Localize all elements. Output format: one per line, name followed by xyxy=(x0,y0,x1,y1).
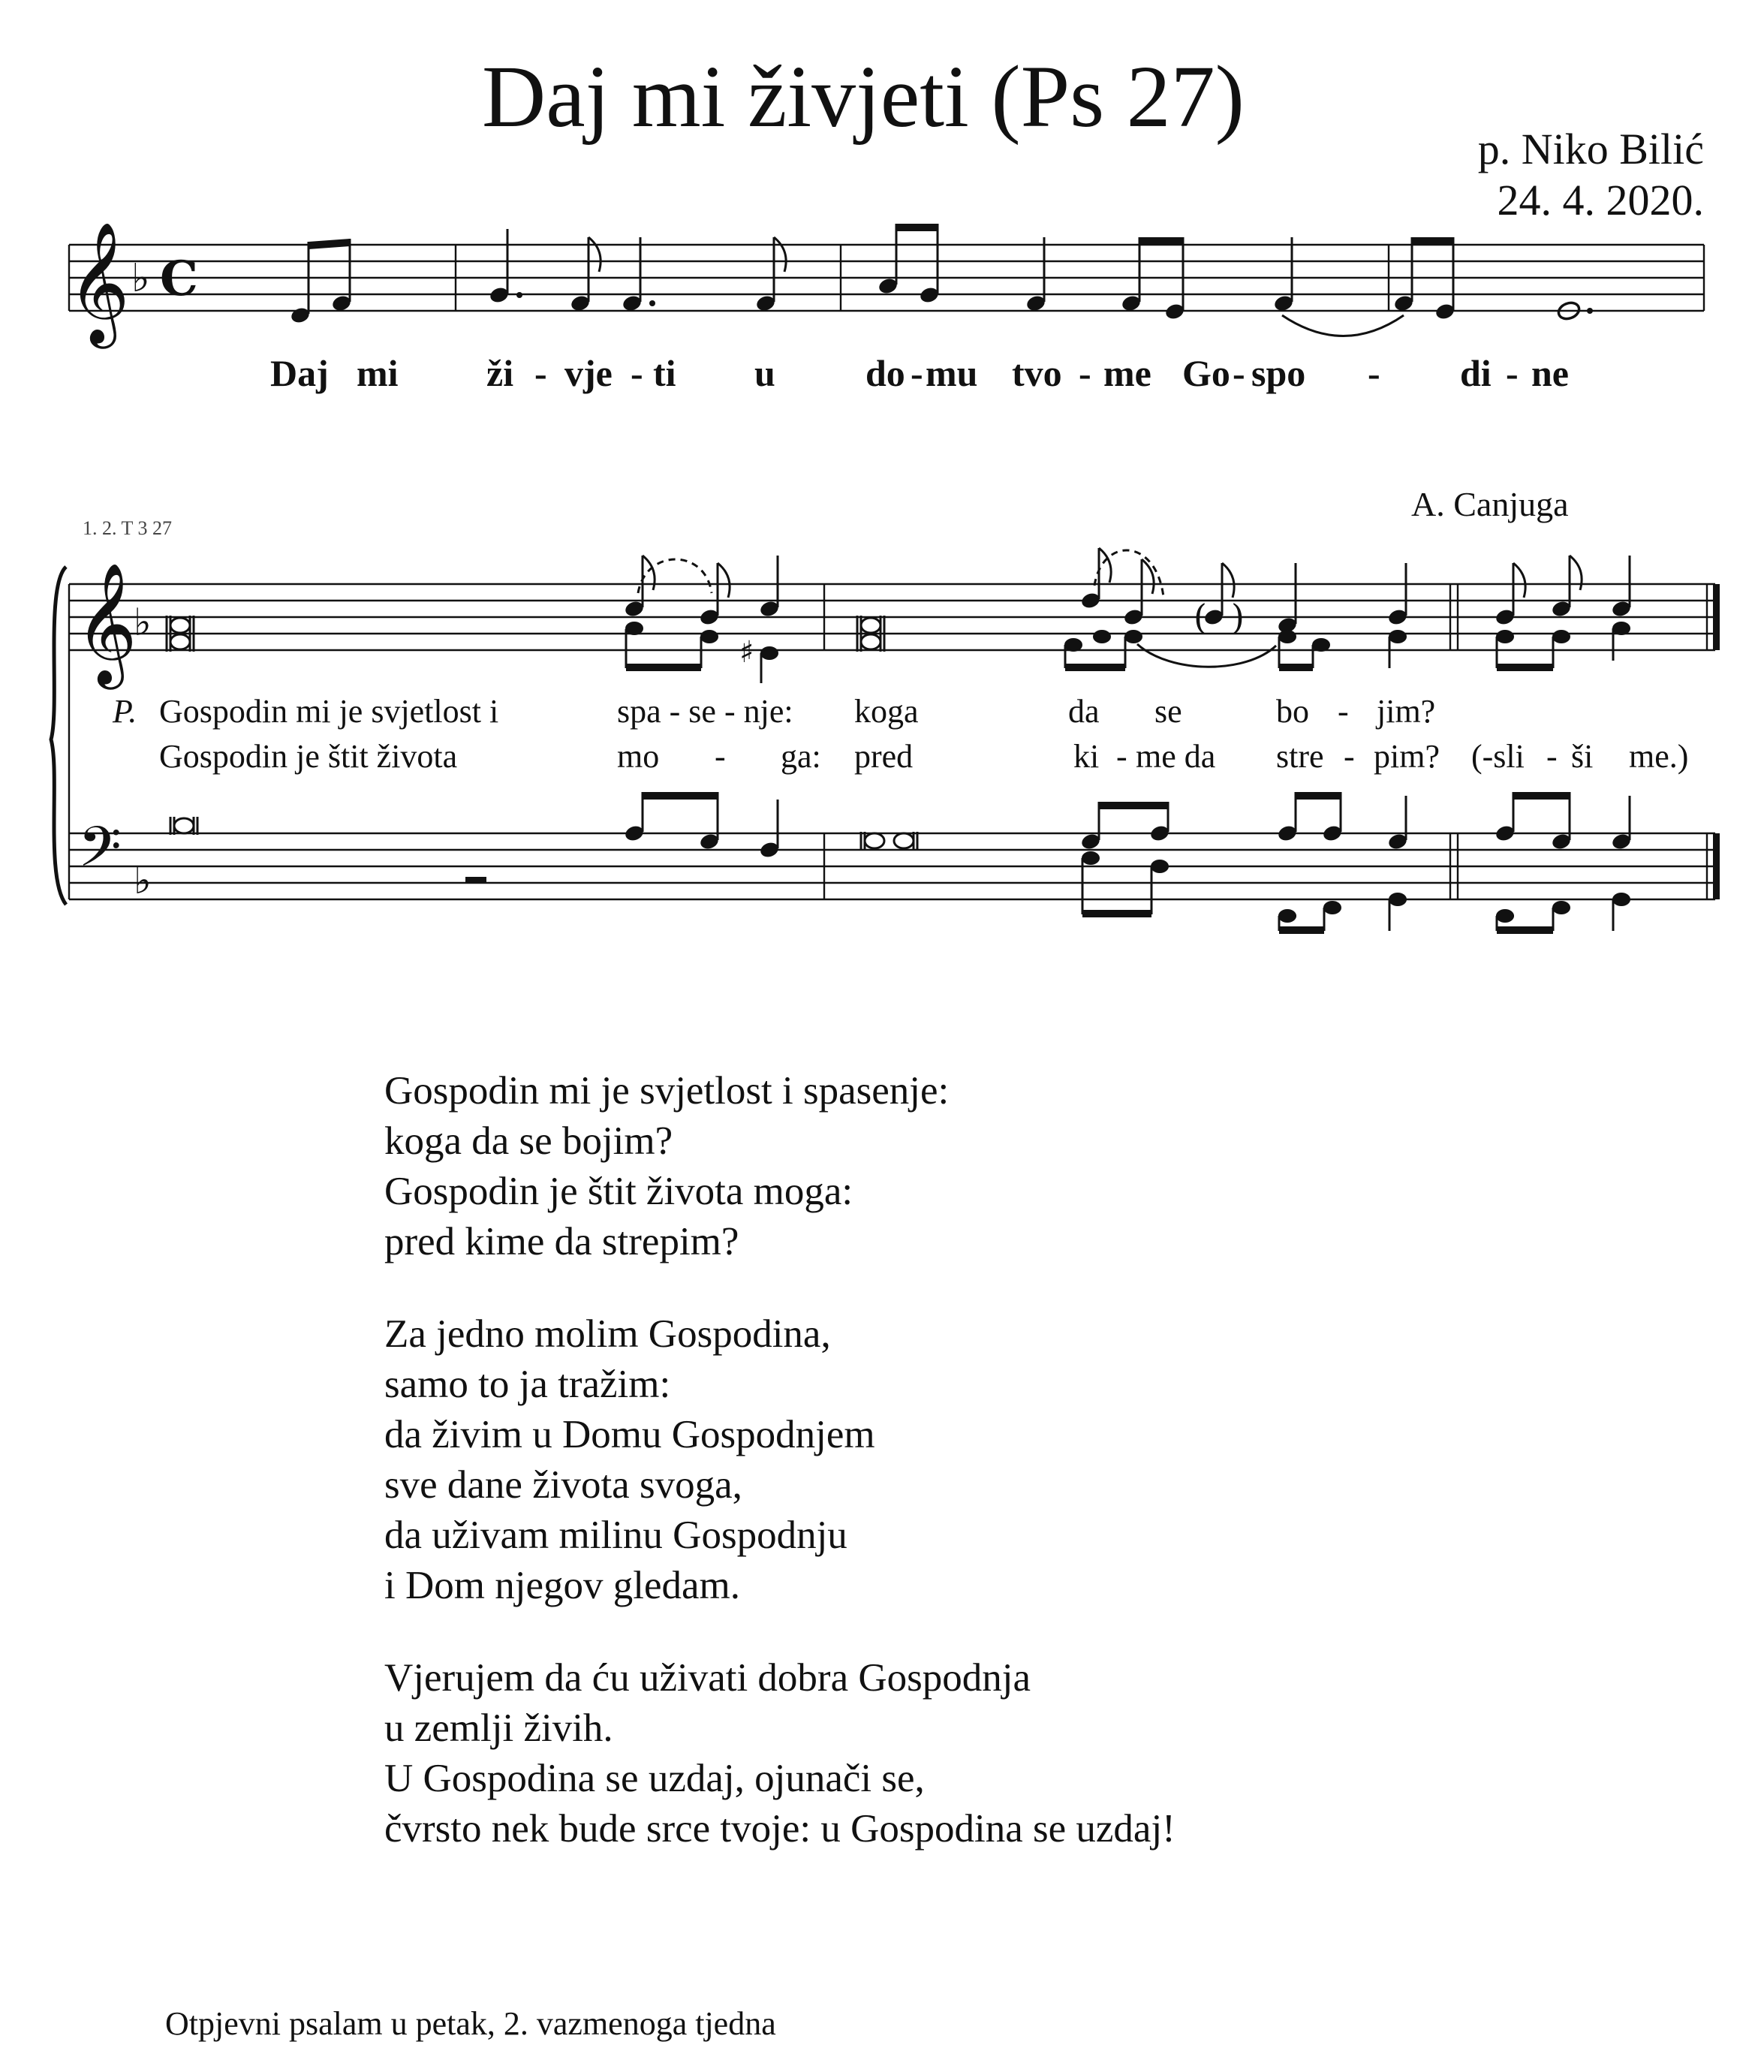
svg-text:mo: mo xyxy=(617,738,660,775)
stanza-line: Za jedno molim Gospodina, xyxy=(384,1312,831,1356)
psalm-bass-notes xyxy=(624,792,1633,934)
music-score xyxy=(0,0,1764,961)
svg-text:♯: ♯ xyxy=(739,635,754,670)
svg-text:-: - xyxy=(715,738,726,775)
svg-text:-: - xyxy=(1079,352,1091,394)
svg-text:jim?: jim? xyxy=(1377,693,1436,730)
svg-text:ki: ki xyxy=(1073,738,1100,775)
stanza-line: samo to ja tražim: xyxy=(384,1363,671,1406)
stanza-1 xyxy=(384,1066,1175,1267)
svg-text:me: me xyxy=(1103,352,1151,394)
svg-text:di: di xyxy=(1460,352,1492,394)
stanza-line: sve dane života svoga, xyxy=(384,1463,742,1507)
svg-text:stre: stre xyxy=(1276,738,1324,775)
svg-text:ne: ne xyxy=(1531,352,1569,394)
svg-text:-: - xyxy=(1344,738,1355,775)
breve-rest-icon xyxy=(465,877,486,883)
svg-text:mu: mu xyxy=(926,352,978,394)
svg-text:ži: ži xyxy=(486,352,514,394)
flat-icon: ♭ xyxy=(131,256,150,301)
svg-text:se: se xyxy=(1154,693,1182,730)
svg-text:mi: mi xyxy=(357,352,399,394)
psalm-bass-staff xyxy=(69,833,1715,899)
arranger-name: A. Canjuga xyxy=(1411,485,1569,523)
stanza-line: koga da se bojim? xyxy=(384,1119,673,1163)
svg-text:(: ( xyxy=(1194,597,1207,637)
psalm-stanzas xyxy=(384,1066,1175,1896)
psalm-treble-staff xyxy=(69,584,1715,650)
psalm-treble-notes xyxy=(624,548,1633,683)
cropped-header-text: 1. 2. T 3 27 xyxy=(83,517,172,539)
svg-text:-: - xyxy=(1506,352,1519,394)
stanza-line: Vjerujem da ću uživati dobra Gospodnja xyxy=(384,1656,1031,1700)
svg-text:ši: ši xyxy=(1571,738,1594,775)
svg-text:me.): me.) xyxy=(1629,738,1689,775)
stanza-line: i Dom njegov gledam. xyxy=(384,1564,740,1607)
stanza-line: Gospodin je štit života moga: xyxy=(384,1170,853,1213)
composer-name: p. Niko Bilić xyxy=(1477,125,1704,173)
svg-text:): ) xyxy=(1231,597,1245,637)
refrain-notes xyxy=(290,224,1593,336)
svg-text:-: - xyxy=(1116,738,1127,775)
svg-text:do: do xyxy=(865,352,905,394)
flat-icon: ♭ xyxy=(134,601,152,644)
svg-text:-: - xyxy=(631,352,643,394)
stanza-line: pred kime da strepim? xyxy=(384,1220,739,1263)
treble-clef-icon: 𝄞 xyxy=(68,221,130,344)
svg-text:Daj: Daj xyxy=(270,352,329,394)
svg-text:-: - xyxy=(1368,352,1380,394)
refrain-lyrics xyxy=(270,352,1569,394)
common-time-icon: C xyxy=(160,251,198,307)
svg-text:vje: vje xyxy=(564,352,613,394)
stanza-line: Gospodin mi je svjetlost i spasenje: xyxy=(384,1069,950,1113)
stanza-line: da živim u Domu Gospodnjem xyxy=(384,1413,875,1456)
page-title: Daj mi živjeti (Ps 27) xyxy=(482,47,1245,146)
svg-text:koga: koga xyxy=(854,693,919,730)
refrain-staff xyxy=(69,245,1704,311)
svg-text:(-sli: (-sli xyxy=(1471,738,1525,775)
footer-note: Otpjevni psalam u petak, 2. vazmenoga tjedna xyxy=(165,2005,776,2042)
svg-text:pim?: pim? xyxy=(1374,738,1440,775)
stanza-3 xyxy=(384,1653,1175,1854)
flat-icon: ♭ xyxy=(134,859,152,902)
svg-text:P.: P. xyxy=(113,693,137,730)
svg-text:pred: pred xyxy=(854,738,914,775)
svg-text:Gospodin mi je svjetlost i: Gospodin mi je svjetlost i xyxy=(159,693,499,730)
svg-text:spo: spo xyxy=(1251,352,1306,394)
svg-text:-: - xyxy=(911,352,923,394)
stanza-line: da uživam milinu Gospodnju xyxy=(384,1513,847,1557)
svg-text:bo: bo xyxy=(1276,693,1309,730)
svg-text:tvo: tvo xyxy=(1012,352,1062,394)
svg-text:-: - xyxy=(1546,738,1558,775)
svg-text:u: u xyxy=(754,352,775,394)
stanza-line: U Gospodina se uzdaj, ojunači se, xyxy=(384,1757,925,1800)
svg-text:-: - xyxy=(1233,352,1245,394)
svg-text:ti: ti xyxy=(653,352,676,394)
system-brace xyxy=(51,567,66,905)
stanza-2 xyxy=(384,1309,1175,1611)
psalm-verse-text xyxy=(112,693,1688,775)
stanza-line: u zemlji živih. xyxy=(384,1706,613,1750)
svg-text:-: - xyxy=(1338,693,1349,730)
svg-text:Gospodin je štit života: Gospodin je štit života xyxy=(159,738,458,775)
svg-text:Go: Go xyxy=(1182,352,1230,394)
svg-text:me da: me da xyxy=(1136,738,1216,775)
svg-text:spa - se - nje:: spa - se - nje: xyxy=(617,693,793,730)
svg-text:da: da xyxy=(1068,693,1100,730)
composition-date: 24. 4. 2020. xyxy=(1497,176,1704,225)
bass-clef-icon: 𝄢 xyxy=(78,815,122,893)
treble-clef-icon: 𝄞 xyxy=(75,562,137,685)
svg-text:ga:: ga: xyxy=(781,738,821,775)
svg-text:-: - xyxy=(534,352,547,394)
stanza-line: čvrsto nek bude srce tvoje: u Gospodina se uzdaj! xyxy=(384,1807,1175,1851)
